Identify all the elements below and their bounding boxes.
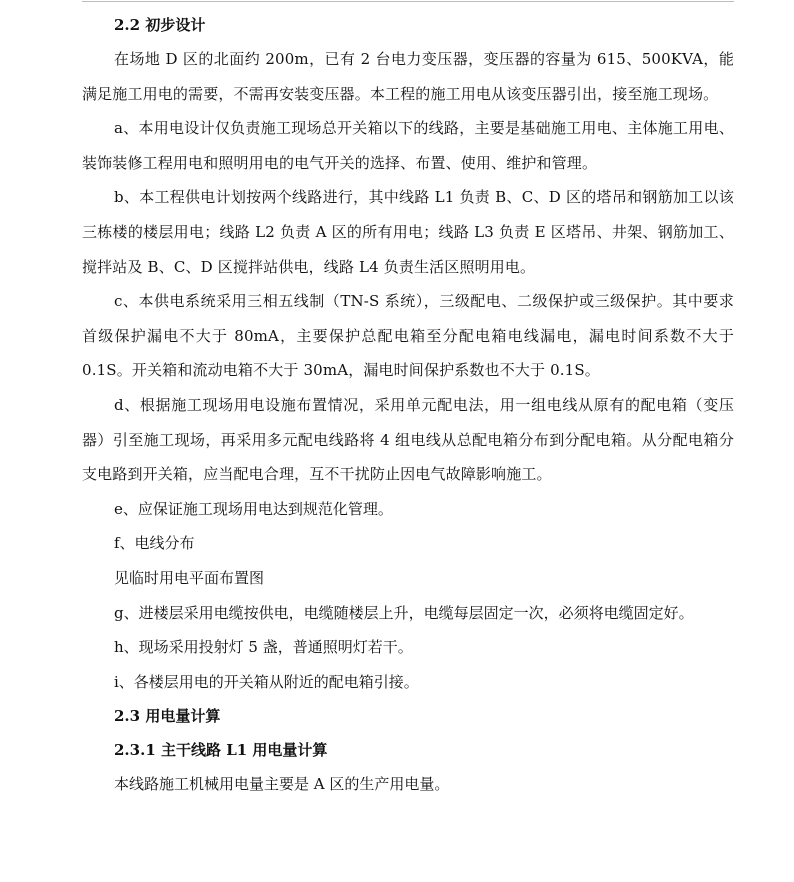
paragraph-c: c、本供电系统采用三相五线制（TN-S 系统），三级配电、二级保护或三级保护。其中要求首级保护漏电不大于 80mA，主要保护总配电箱至分配电箱电线漏电，漏电时间系数不大于 0.1S。开关箱和流动电箱不大于 30mA，漏电时间保护系数也不大于 0.1S。 bbox=[82, 292, 734, 380]
paragraph-l1-intro: 本线路施工机械用电量主要是 A 区的生产用电量。 bbox=[114, 775, 450, 794]
paragraph-d: d、根据施工现场用电设施布置情况，采用单元配电法，用一组电线从原有的配电箱（变压器）引至施工现场，再采用多元配电线路将 4 组电线从总配电箱分布到分配电箱。从分配电箱分支电路到开关箱，应当配电合理，互不干扰防止因电气故障影响施工。 bbox=[82, 395, 734, 484]
paragraph-g: g、进楼层采用电缆按供电，电缆随楼层上升，电缆每层固定一次，必须将电缆固定好。 bbox=[114, 603, 694, 622]
paragraph-b: b、本工程供电计划按两个线路进行，其中线路 L1 负责 B、C、D 区的塔吊和钢筋加工以该三栋楼的楼层用电；线路 L2 负责 A 区的所有用电；线路 L3 负责 E 区塔吊、井架、钢筋加工、搅拌站及 B、C、D 区搅拌站供电，线路 L4 负责生活区照明用电。 bbox=[82, 188, 734, 276]
paragraph-f-note: 见临时用电平面布置图 bbox=[114, 568, 265, 587]
paragraph-e: e、应保证施工现场用电达到规范化管理。 bbox=[114, 499, 393, 518]
paragraph-a: a、本用电设计仅负责施工现场总开关箱以下的线路，主要是基础施工用电、主体施工用电、装饰装修工程用电和照明用电的电气开关的选择、布置、使用、维护和管理。 bbox=[82, 119, 734, 172]
paragraph-i: i、各楼层用电的开关箱从附近的配电箱引接。 bbox=[114, 672, 419, 691]
paragraph-h: h、现场采用投射灯 5 盏，普通照明灯若干。 bbox=[114, 638, 413, 657]
paragraph-intro: 在场地 D 区的北面约 200m，已有 2 台电力变压器，变压器的容量为 615、500KVA，能满足施工用电的需要，不需再安装变压器。本工程的施工用电从该变压器引出，接至施工现场。 bbox=[82, 50, 734, 103]
document-body bbox=[82, 8, 734, 802]
section-heading-2-2: 2.2 初步设计 bbox=[114, 16, 206, 34]
paragraph-f: f、电线分布 bbox=[114, 534, 195, 553]
section-heading-2-3: 2.3 用电量计算 bbox=[114, 707, 221, 726]
header-rule bbox=[82, 1, 734, 2]
section-heading-2-3-1: 2.3.1 主干线路 L1 用电量计算 bbox=[114, 741, 328, 760]
